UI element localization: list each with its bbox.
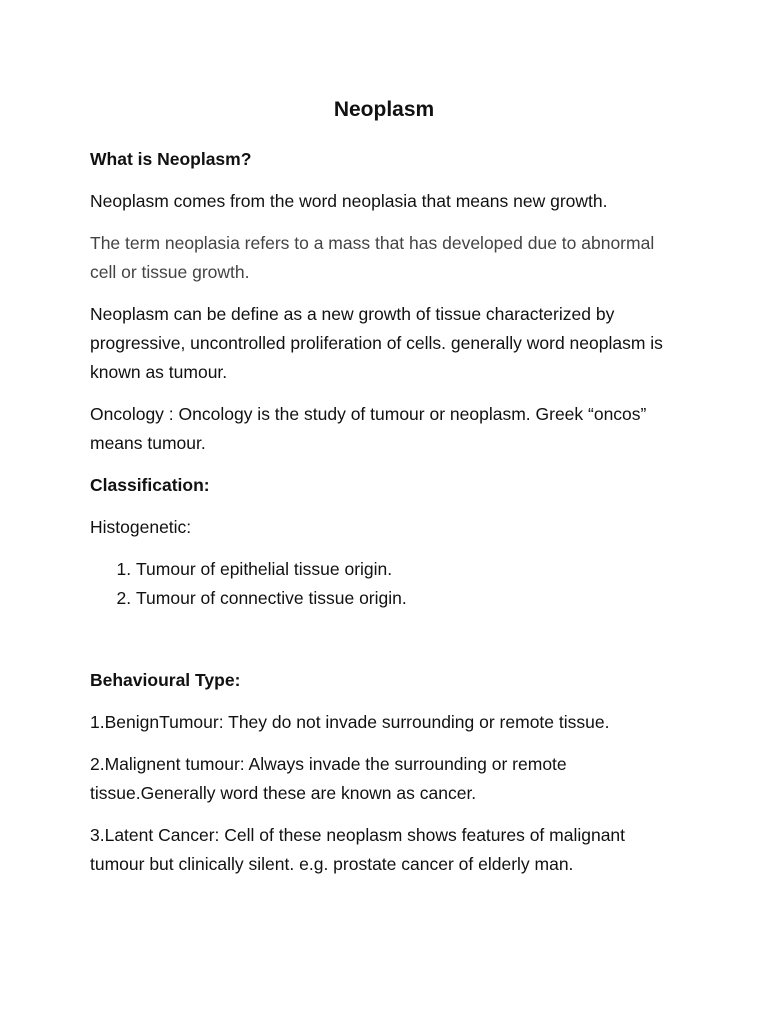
list-item: 2. Tumour of connective tissue origin. xyxy=(136,584,680,613)
behavioural-type-heading: Behavioural Type: xyxy=(90,670,241,690)
classification-heading: Classification: xyxy=(90,475,210,495)
histogenetic-list xyxy=(90,555,680,613)
document-body xyxy=(90,145,680,892)
neoplasia-paragraph: The term neoplasia refers to a mass that has developed due to abnormal cell or tissue growth. xyxy=(90,233,655,282)
list-item: 1. Tumour of epithelial tissue origin. xyxy=(136,555,680,584)
document-title: Neoplasm xyxy=(333,98,435,121)
section-spacer xyxy=(90,626,680,666)
characterization-paragraph: Neoplasm can be define as a new growth of tissue characterized by progressive, uncontrolled proliferation of cells. generally word neoplasm is known as tumour. xyxy=(90,304,663,382)
what-is-neoplasm-heading: What is Neoplasm? xyxy=(90,149,252,169)
histogenetic-label: Histogenetic: xyxy=(90,517,192,537)
benign-tumour-paragraph: 1.BenignTumour: They do not invade surrounding or remote tissue. xyxy=(90,712,610,732)
malignant-tumour-paragraph: 2.Malignent tumour: Always invade the surrounding or remote tissue.Generally word these are known as cancer. xyxy=(90,754,567,803)
latent-cancer-paragraph: 3.Latent Cancer: Cell of these neoplasm shows features of malignant tumour but clinically silent. e.g. prostate cancer of elderly man. xyxy=(90,825,626,874)
oncology-paragraph: Oncology : Oncology is the study of tumour or neoplasm. Greek “oncos” means tumour. xyxy=(90,404,647,453)
definition-paragraph: Neoplasm comes from the word neoplasia that means new growth. xyxy=(90,191,608,211)
